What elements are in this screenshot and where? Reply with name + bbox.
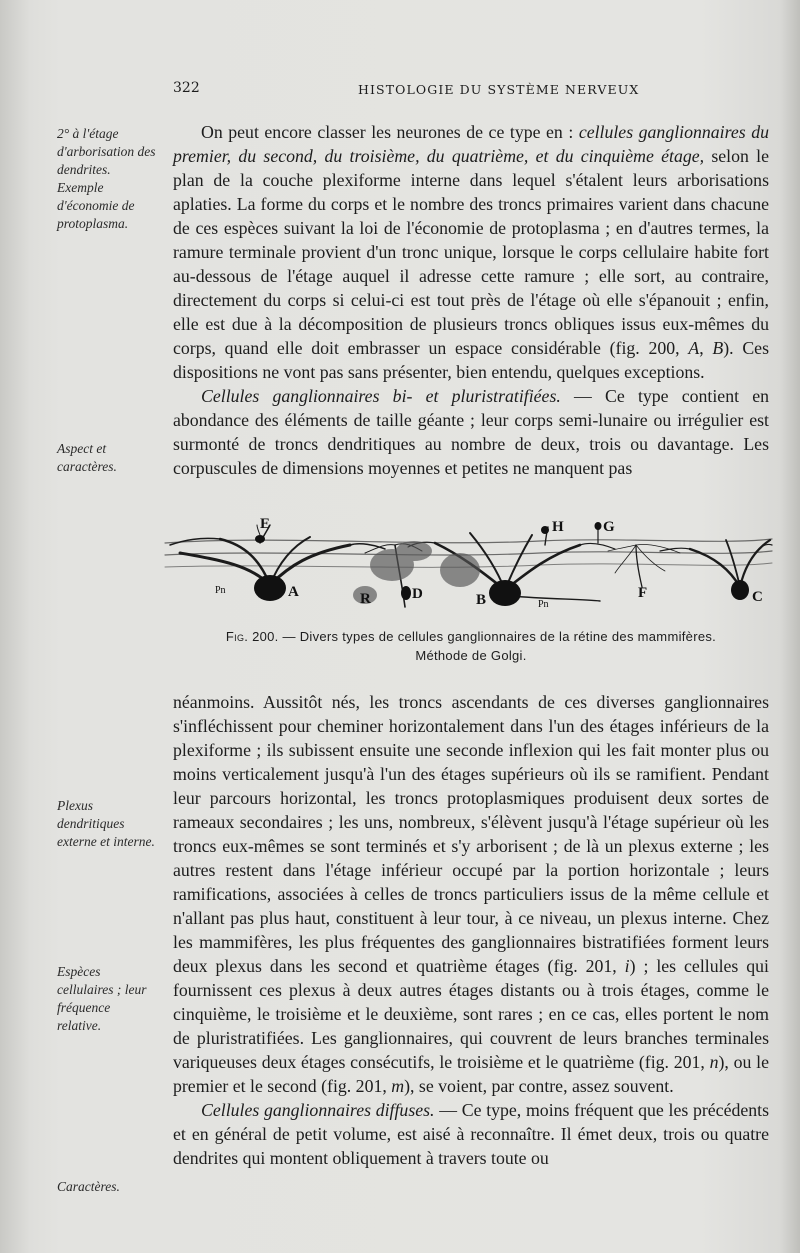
figure-label: C: [752, 589, 763, 605]
margin-note-plexus: Plexus dendritiques externe et interne.: [57, 798, 155, 849]
paragraph-classification: On peut encore classer les neurones de ce type en : cellules ganglionnaires du premier, du second, du troisième, du quatrième, et du cinquième étage, selon le plan de la couche plexiforme interne dans lequel s'étalent leurs arborisations aplaties. La forme du corps et le nombre des troncs primaires varient dans chacune de ces espèces suivant la loi de l'économie de protoplasma ; en d'autres termes, la ramure terminale provient d'un tronc unique, lorsque le corps cellulaire habite fort au-dessous de l'étage auquel il adresse cette ramure ; elle sort, au contraire, directement du corps si celui-ci est tout près de l'étage où elle s'épanouit ; enfin, elle est due à la décomposition de plusieurs troncs obliques issus eux-mêmes du corps, quand elle doit embrasser un espace considérable (fig. 200, A, B). Ces dispositions ne vont pas sans présenter, bien entendu, quelques exceptions.: [173, 122, 769, 382]
page-number: 322: [173, 80, 200, 96]
figure-label: R: [360, 591, 371, 607]
retina-illustration: [160, 515, 780, 615]
margin-note-aspect: Aspect et caractères.: [57, 441, 117, 474]
fig-ref-a: A: [688, 338, 700, 358]
fig-ref-i: i: [624, 956, 630, 976]
caption-method: Méthode de Golgi.: [415, 648, 527, 663]
figure-label: E: [260, 516, 271, 532]
figure-number: Fig. 200.: [225, 629, 279, 644]
figure-caption: [173, 627, 769, 665]
figure-label: H: [552, 519, 564, 535]
figure-label: Pn: [538, 599, 549, 610]
figure-label: B: [476, 592, 487, 608]
figure-label: D: [412, 586, 423, 602]
cell-classes-italic: cellules ganglionnaires du premier, du second, du troisième, du quatrième, et du cinquième étage,: [173, 122, 769, 166]
figure-label: F: [638, 585, 648, 601]
figure-label: A: [288, 584, 299, 600]
text-block-lower: [173, 690, 769, 1170]
figure-200: [160, 515, 780, 615]
margin-note-arborisation: 2° à l'étage d'arborisation des dendrites. Exemple d'économie de protoplasma.: [57, 126, 156, 231]
fig-ref-n: n: [709, 1052, 719, 1072]
paragraph-plexus: néanmoins. Aussitôt nés, les troncs ascendants de ces diverses ganglionnaires s'infléchissent pour cheminer horizontalement dans l'un des étages inférieurs de la plexiforme ; ils subissent ensuite une seconde inflexion qui les fait monter plus ou moins verticalement jusqu'à l'un des étages supérieurs où ils se ramifient. Pendant leur parcours horizontal, les troncs protoplasmiques produisent deux sortes de rameaux secondaires ; les uns, nombreux, s'élèvent jusqu'à l'étage supérieur où les troncs eux-mêmes se sont terminés et s'y arborisent ; de là un plexus externe ; les autres restent dans l'étage inférieur occupé par la portion horizontale ; leurs ramifications, associées à celles de troncs particuliers issus de la même cellule et n'allant pas plus haut, constituent à leur tour, à ce niveau, un plexus interne. Chez les mammifères, les plus fréquentes des ganglionnaires bistratifiées forment leurs deux plexus dans les second et quatrième étages (fig. 201, i) ; les cellules qui fournissent ces plexus à deux autres étages distants ou à trois étages, comme le cinquième, le troisième et le deuxième, sont rares ; en ce cas, elles portent le nom de pluristratifiées. Les ganglionnaires, qui couvrent de leurs branches terminales variqueuses deux étages consécutifs, le troisième et le quatrième (fig. 201, n), ou le premier et le second (fig. 201, m), se voient, par contre, assez souvent.: [173, 692, 769, 1096]
section-heading-bistratified: Cellules ganglionnaires bi- et pluristratifiées.: [201, 386, 561, 406]
text-block-upper: [173, 120, 769, 480]
fig-ref-m: m: [391, 1076, 405, 1096]
figure-label: Pn: [215, 585, 226, 596]
section-heading-diffuse: Cellules ganglionnaires diffuses.: [201, 1100, 435, 1120]
cell-bodies: [254, 522, 749, 606]
caption-text: — Divers types de cellules ganglionnaires de la rétine des mammifères.: [278, 629, 717, 644]
running-title: HISTOLOGIE DU SYSTÈME NERVEUX: [358, 82, 640, 97]
margin-note-caracteres: Caractères.: [57, 1179, 120, 1194]
paragraph-diffuse: Cellules ganglionnaires diffuses. — Ce type, moins fréquent que les précédents et en général de petit volume, est aisé à reconnaître. Il émet deux, trois ou quatre dendrites qui montent obliquement à travers toute ou: [173, 1100, 769, 1168]
page-header: [0, 80, 800, 100]
paragraph-bistratified: Cellules ganglionnaires bi- et pluristratifiées. — Ce type contient en abondance des éléments de taille géante ; leur corps semi-lunaire ou irrégulier est surmonté de troncs dendritiques au nombre de deux, trois ou davantage. Les corpuscules de dimensions moyennes et petites ne manquent pas: [173, 386, 770, 478]
fig-ref-b: B: [712, 338, 724, 358]
margin-note-especes: Espèces cellulaires ; leur fréquence relative.: [57, 964, 147, 1033]
figure-label: G: [603, 519, 615, 535]
